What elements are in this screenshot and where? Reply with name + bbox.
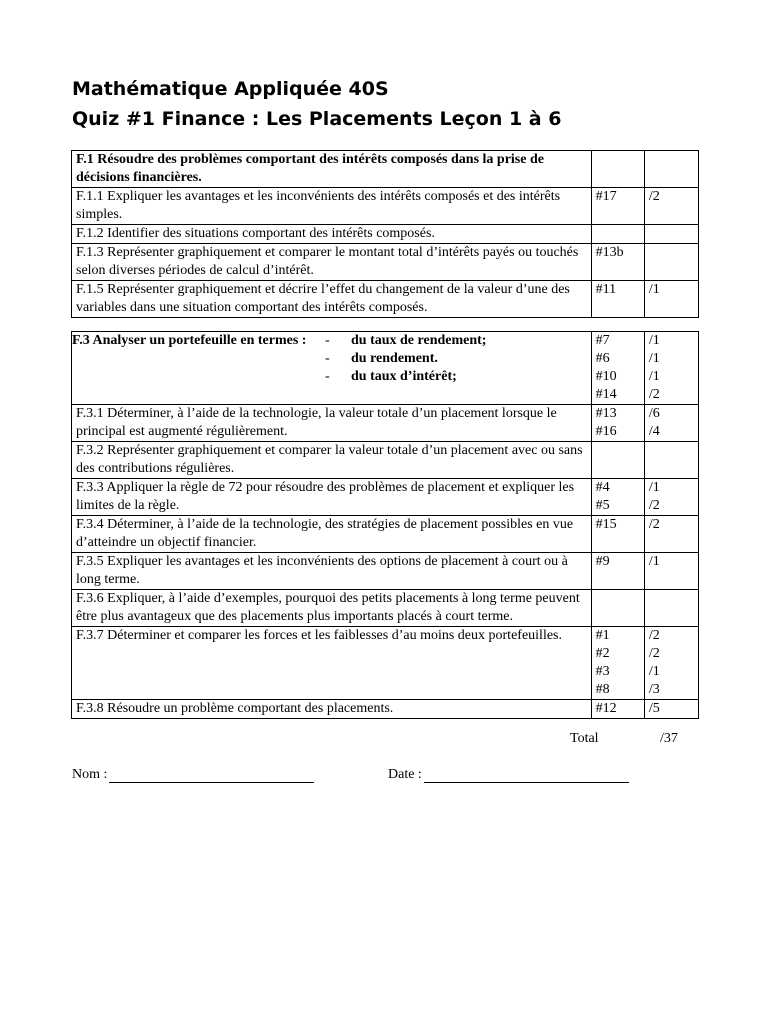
question-number: #15 [595, 517, 617, 532]
outcome-text: F.3.2 Représenter graphiquement et comparer la valeur totale d’un placement avec ou sans des contributions régulières. [72, 442, 592, 479]
question-number: #16 [595, 424, 617, 439]
question-cell [591, 332, 644, 405]
list-item [325, 368, 591, 386]
points-value: /5 [648, 701, 660, 716]
points-cell [644, 700, 698, 719]
portfolio-terms [325, 332, 591, 404]
question-number: #6 [595, 351, 610, 366]
points-cell [644, 332, 698, 405]
outcome-text: F.3.5 Expliquer les avantages et les inconvénients des options de placement à court ou à long terme. [72, 553, 592, 590]
date-blank-line[interactable] [424, 768, 629, 783]
question-number: #13 [595, 406, 617, 421]
outcome-text: F.1.3 Représenter graphiquement et comparer le montant total d’intérêts payés ou touchés selon diverses périodes de calcul d’intérêt. [72, 244, 592, 281]
table-row [72, 479, 699, 516]
date-label: Date : [388, 767, 422, 782]
outcome-text: F.1.5 Représenter graphiquement et décrire l’effet du changement de la valeur d’une des variables dans une situation comportant des intérêts composés. [72, 281, 592, 318]
question-cell: #17 [591, 188, 644, 225]
question-cell: #13b [591, 244, 644, 281]
points-cell [644, 225, 698, 244]
terms-list [325, 332, 591, 386]
table-row [72, 442, 699, 479]
table-row [72, 151, 699, 188]
outcome-text: F.1.2 Identifier des situations comportant des intérêts composés. [72, 225, 592, 244]
name-label: Nom : [72, 767, 108, 782]
points-value: /1 [648, 351, 660, 366]
points-value: /3 [648, 682, 660, 697]
page-title: Mathématique Appliquée 40S [72, 78, 389, 100]
points-cell [644, 405, 698, 442]
points-cell [644, 479, 698, 516]
question-number: #14 [595, 387, 617, 402]
question-cell [591, 627, 644, 700]
table-row [72, 225, 699, 244]
outcome-heading: F.3 Analyser un portefeuille en termes : [72, 333, 307, 348]
list-item [325, 332, 591, 350]
points-cell: /1 [644, 281, 698, 318]
table-row [72, 332, 699, 405]
points-cell [644, 516, 698, 553]
table-row [72, 516, 699, 553]
points-value: /2 [648, 517, 660, 532]
question-number: #5 [595, 498, 610, 513]
question-number: #4 [595, 480, 610, 495]
total-label: Total [570, 731, 599, 746]
outcomes-table-f1 [71, 150, 699, 318]
points-value: /6 [648, 406, 660, 421]
table-row [72, 188, 699, 225]
question-number: #1 [595, 628, 610, 643]
points-value: /1 [648, 664, 660, 679]
question-cell [591, 151, 644, 188]
points-value: /1 [648, 480, 660, 495]
question-cell [591, 700, 644, 719]
question-cell [591, 516, 644, 553]
question-cell: #11 [591, 281, 644, 318]
portfolio-heading-cell [72, 332, 592, 405]
date-field[interactable] [388, 767, 629, 783]
question-cell [591, 442, 644, 479]
table-row [72, 627, 699, 700]
name-field[interactable] [72, 767, 314, 783]
points-value: /2 [648, 387, 660, 402]
points-cell: /2 [644, 188, 698, 225]
outcome-text: F.3.8 Résoudre un problème comportant des placements. [72, 700, 592, 719]
points-cell [644, 442, 698, 479]
points-cell [644, 627, 698, 700]
table-row [72, 244, 699, 281]
portfolio-heading-split [72, 332, 591, 404]
term-text: du rendement. [351, 351, 438, 366]
points-value: /1 [648, 333, 660, 348]
points-cell [644, 590, 698, 627]
list-item [325, 350, 591, 368]
total-value: /37 [660, 731, 678, 746]
points-cell [644, 244, 698, 281]
question-cell [591, 225, 644, 244]
points-cell [644, 151, 698, 188]
table-row [72, 590, 699, 627]
outcome-text: F.3.3 Appliquer la règle de 72 pour résoudre des problèmes de placement et expliquer les limites de la règle. [72, 479, 592, 516]
table-row [72, 405, 699, 442]
question-number: #8 [595, 682, 610, 697]
table-row [72, 553, 699, 590]
points-value: /2 [648, 498, 660, 513]
question-number: #2 [595, 646, 610, 661]
outcomes-table-f3 [71, 331, 699, 719]
outcome-text: F.3.1 Déterminer, à l’aide de la technologie, la valeur totale d’un placement lorsque le principal est augmenté régulièrement. [72, 405, 592, 442]
term-text: du taux d’intérêt; [351, 369, 457, 384]
points-value: /1 [648, 369, 660, 384]
question-number: #3 [595, 664, 610, 679]
table-row [72, 281, 699, 318]
question-number: #9 [595, 554, 610, 569]
question-cell [591, 553, 644, 590]
dash-marker: - [325, 333, 330, 348]
points-cell [644, 553, 698, 590]
outcome-text: F.1.1 Expliquer les avantages et les inconvénients des intérêts composés et des intérêts simples. [72, 188, 592, 225]
dash-marker: - [325, 369, 330, 384]
outcome-text: F.3.7 Déterminer et comparer les forces et les faiblesses d’au moins deux portefeuilles. [72, 627, 592, 700]
question-number: #12 [595, 701, 617, 716]
table-row [72, 700, 699, 719]
outcome-heading: F.1 Résoudre des problèmes comportant des intérêts composés dans la prise de décisions financières. [72, 151, 592, 188]
outcome-text: F.3.6 Expliquer, à l’aide d’exemples, pourquoi des petits placements à long terme peuvent être plus avantageux que des placements plus importants placés à court terme. [72, 590, 592, 627]
points-value: /4 [648, 424, 660, 439]
question-number: #7 [595, 333, 610, 348]
question-number: #10 [595, 369, 617, 384]
term-text: du taux de rendement; [351, 333, 487, 348]
dash-marker: - [325, 351, 330, 366]
points-value: /1 [648, 554, 660, 569]
page-subtitle: Quiz #1 Finance : Les Placements Leçon 1 à 6 [72, 108, 562, 130]
question-cell [591, 479, 644, 516]
points-value: /2 [648, 646, 660, 661]
question-cell [591, 590, 644, 627]
outcome-text: F.3.4 Déterminer, à l’aide de la technologie, des stratégies de placement possibles en vue d’atteindre un objectif financier. [72, 516, 592, 553]
question-cell [591, 405, 644, 442]
name-blank-line[interactable] [109, 768, 314, 783]
points-value: /2 [648, 628, 660, 643]
